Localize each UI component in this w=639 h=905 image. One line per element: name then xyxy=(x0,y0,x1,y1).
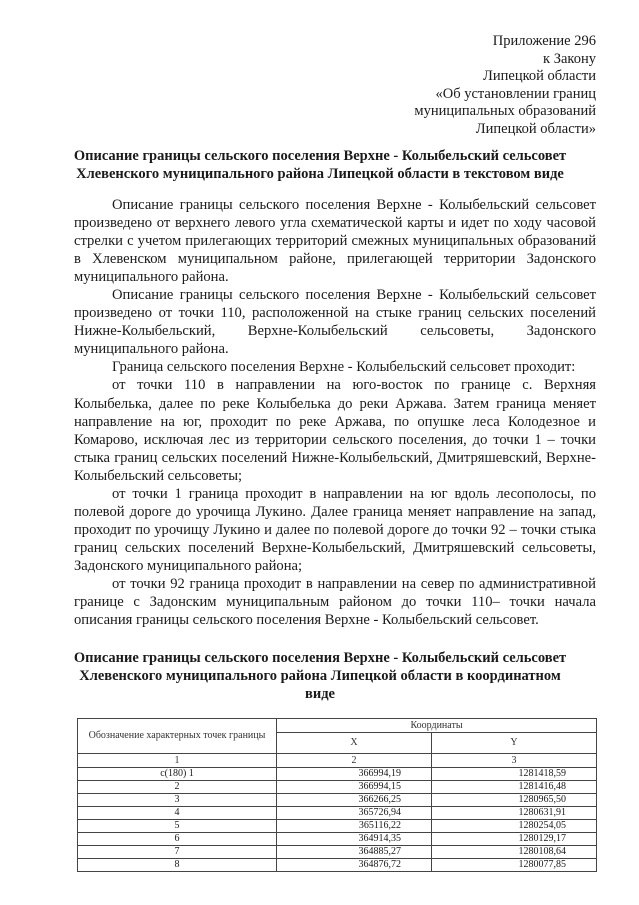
title-line: виде xyxy=(305,686,335,702)
coord-x: 365726,94 xyxy=(277,807,432,820)
appendix-reference xyxy=(414,33,596,138)
table-row xyxy=(78,820,597,833)
column-number: 2 xyxy=(277,754,432,768)
point-name: 3 xyxy=(78,794,277,807)
table-row xyxy=(78,768,597,781)
coord-x: 364885,27 xyxy=(277,846,432,859)
column-number: 1 xyxy=(78,754,277,768)
coord-y: 1280129,17 xyxy=(432,833,597,846)
header-x: X xyxy=(277,733,432,754)
title-line: Описание границы сельского поселения Верхне - Колыбельский сельсовет xyxy=(73,650,567,666)
table-row xyxy=(78,833,597,846)
coord-x: 365116,22 xyxy=(277,820,432,833)
point-name: 6 xyxy=(78,833,277,846)
appendix-line: к Закону xyxy=(543,50,596,67)
paragraph: от точки 1 граница проходит в направлении на юг вдоль лесополосы, по полевой дороге до урочища Лукино. Далее граница меняет направление на запад, проходит по урочищу Лукино и далее по полевой дороге до точки 92 – точки стыка границ сельских поселений Верхне-Колыбельский, Дмитряшевский сельсоветы, Задонского муниципального района; xyxy=(74,485,596,574)
appendix-line: муниципальных образований xyxy=(414,103,596,119)
header-y: Y xyxy=(432,733,597,754)
coord-y: 1280077,85 xyxy=(432,859,597,872)
coord-x: 364914,35 xyxy=(277,833,432,846)
coord-y: 1280965,50 xyxy=(432,794,597,807)
point-name: 2 xyxy=(78,781,277,794)
appendix-line: Липецкой области xyxy=(483,68,596,84)
coord-x: 366266,25 xyxy=(277,794,432,807)
coord-y: 1280631,91 xyxy=(432,807,597,820)
paragraph: от точки 92 граница проходит в направлении на север по административной границе с Задонским муниципальным районом до точки 110– точки начала описания границы сельского поселения Верхне - Колыбельский сельсовет. xyxy=(74,575,596,629)
table-row xyxy=(78,794,597,807)
boundary-description xyxy=(74,196,596,629)
title-line: Описание границы сельского поселения Верхне - Колыбельский сельсовет xyxy=(73,148,567,164)
paragraph: Граница сельского поселения Верхне - Колыбельский сельсовет проходит: xyxy=(112,359,576,376)
coord-x: 364876,72 xyxy=(277,859,432,872)
title-line: Хлевенского муниципального района Липецкой области в координатном xyxy=(79,668,561,684)
table-row xyxy=(78,846,597,859)
appendix-line: Приложение 296 xyxy=(492,33,596,49)
header-point-designation: Обозначение характерных точек границы xyxy=(78,719,277,754)
table-row xyxy=(78,807,597,820)
coordinates-table xyxy=(77,718,597,872)
paragraph: от точки 110 в направлении на юго-восток по границе с. Верхняя Колыбелька, далее по реке Колыбелька до реки Аржава. Затем граница меняет направление на юг, проходит по реке Аржава, по опушке леса Колодезное и Комарово, исключая лес из территории сельского поселения, до точки 1 – точки стыка границ сельских поселений Нижне-Колыбельский, Дмитряшевский, Верхне-Колыбельский сельсоветы; xyxy=(74,377,596,484)
coord-x: 366994,15 xyxy=(277,781,432,794)
section-title-coordinates xyxy=(40,649,600,703)
coord-y: 1281416,48 xyxy=(432,781,597,794)
paragraph: Описание границы сельского поселения Верхне - Колыбельский сельсовет произведено от точки 110, расположенной на стыке границ сельских поселений Нижне-Колыбельский, Верхне-Колыбельский сельсоветы, Задонского муниципального района. xyxy=(74,287,596,358)
coord-x: 366994,19 xyxy=(277,768,432,781)
appendix-line: Липецкой области» xyxy=(475,120,596,137)
point-name: 4 xyxy=(78,807,277,820)
coord-y: 1280254,05 xyxy=(432,820,597,833)
coord-y: 1280108,64 xyxy=(432,846,597,859)
paragraph: Описание границы сельского поселения Верхне - Колыбельский сельсовет произведено от верхнего левого угла схематической карты и идет по ходу часовой стрелки с учетом прилегающих территорий смежных муниципальных образований в Хлевенском муниципальном районе, прилегающей территории Задонского муниципального района. xyxy=(74,197,596,286)
column-number: 3 xyxy=(432,754,597,768)
header-coordinates: Координаты xyxy=(277,719,597,733)
point-name: 8 xyxy=(78,859,277,872)
point-name: с(180) 1 xyxy=(78,768,277,781)
appendix-line: «Об установлении границ xyxy=(435,85,596,102)
point-name: 7 xyxy=(78,846,277,859)
section-title-text xyxy=(40,147,600,183)
point-name: 5 xyxy=(78,820,277,833)
table-row xyxy=(78,859,597,872)
coordinates-table-container xyxy=(77,718,597,872)
coord-y: 1281418,59 xyxy=(432,768,597,781)
title-line: Хлевенского муниципального района Липецкой области в текстовом виде xyxy=(76,166,564,182)
table-row xyxy=(78,781,597,794)
